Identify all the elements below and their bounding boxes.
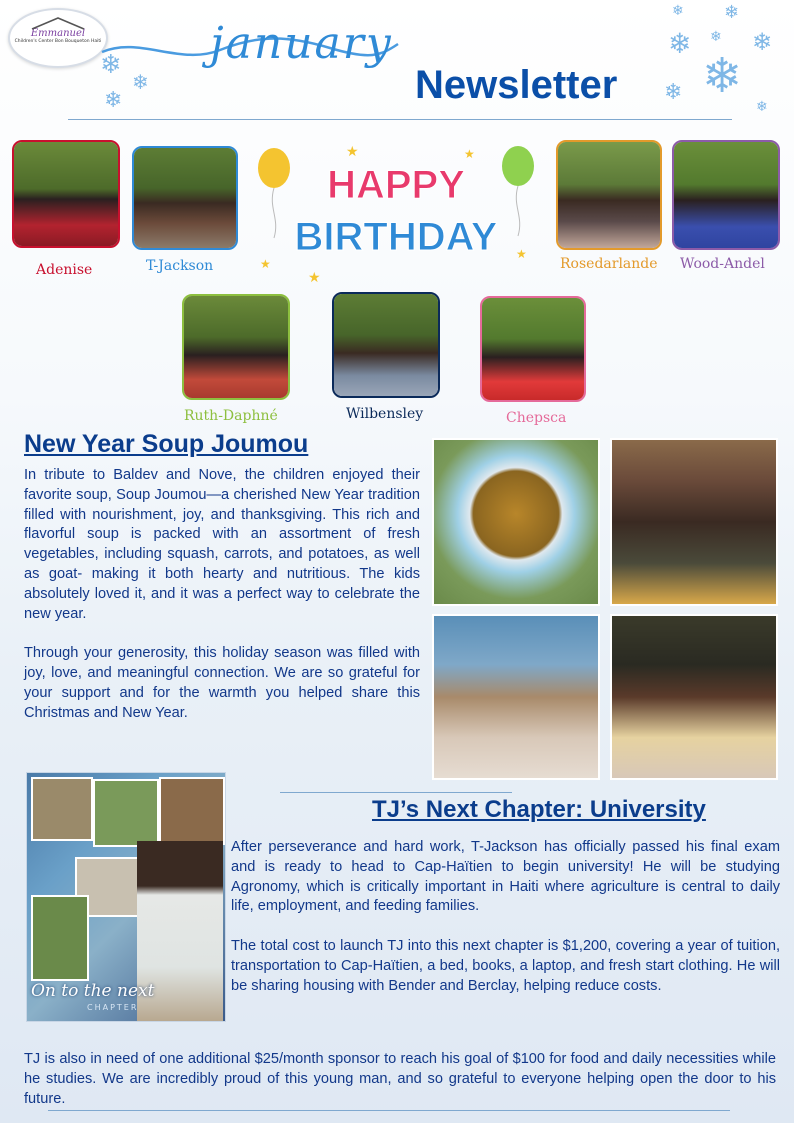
snowflake-icon: ❄ [672,3,684,19]
tj-section-title: TJ’s Next Chapter: University [372,796,706,823]
photo-wilbensley [332,292,440,398]
collage-photo [31,895,89,981]
snowflake-icon: ❄ [668,27,692,60]
svg-text:★: ★ [308,270,321,286]
photo-adenise [12,140,120,248]
month-title: january [210,18,393,69]
photo-boys-eating [610,614,778,780]
tj-article [231,838,780,997]
tj-collage [26,772,226,1022]
soup-section-title: New Year Soup Joumou [24,430,309,458]
banner-line-2: BIRTHDAY [294,215,498,259]
kid-name-wood-andel: Wood-Andel [680,256,765,272]
snowflake-icon: ❄ [664,80,683,105]
snowflake-icon: ❄ [710,29,722,45]
logo [8,8,108,68]
collage-caption-sub: CHAPTER [87,1003,139,1012]
soup-paragraph-2: Through your generosity, this holiday season was filled with joy, love, and meaningful connection. We are so grateful for your support and for the warmth you helped share this Christmas and New Year. [24,645,420,721]
photo-chepsca [480,296,586,402]
kid-name-adenise: Adenise [36,262,93,278]
snowflake-icon: ❄ [100,50,122,80]
photo-rosedarlande [556,140,662,250]
tj-footer-article [24,1050,776,1109]
footer-divider [48,1110,730,1111]
tj-divider [280,792,512,793]
kid-name-wilbensley: Wilbensley [346,406,424,422]
kid-name-ruth-daphne: Ruth-Daphné [184,408,278,424]
collage-photo [31,777,93,841]
snowflake-icon: ❄ [132,70,149,94]
photo-soup-bowl [432,438,600,606]
kid-name-t-jackson: T-Jackson [146,258,214,274]
logo-name: Emmanuel [30,28,86,39]
snowflake-icon: ❄ [104,88,123,113]
soup-article [24,466,420,724]
collage-caption: On to the next [31,981,155,1001]
house-roof-icon [30,16,86,30]
photo-t-jackson [132,146,238,250]
tj-paragraph-2: The total cost to launch TJ into this next chapter is $1,200, covering a year of tuition, transportation to Cap-Haïtien, a bed, books, a laptop, and fresh start clothing. He will be sharing housing with Bender and Berclay, helping reduce costs. [231,938,780,994]
svg-text:★: ★ [346,144,359,160]
svg-text:★: ★ [260,257,271,271]
happy-birthday-banner [246,138,546,288]
photo-dining-hall [432,614,600,780]
kid-name-chepsca: Chepsca [506,410,567,426]
photo-girl-eating [610,438,778,606]
collage-photo [93,779,159,847]
banner-line-1: HAPPY [327,163,465,207]
logo-subtitle: Children's Center Bon Bouqueton Haiti [14,39,102,44]
photo-wood-andel [672,140,780,250]
svg-text:★: ★ [516,247,527,261]
snowflake-icon: ❄ [756,99,768,115]
photo-ruth-daphne [182,294,290,400]
header-divider [68,119,732,120]
collage-photo [159,777,225,845]
snowflake-icon: ❄ [752,28,773,56]
snowflake-icon: ❄ [702,48,743,104]
tj-paragraph-1: After perseverance and hard work, T-Jackson has officially passed his final exam and is ready to head to Cap-Haïtien to begin university! He will be studying Agronomy, which is critically important in Haiti where agriculture is central to daily life, employment, and feeding families. [231,839,780,915]
kid-name-rosedarlande: Rosedarlande [560,256,658,272]
svg-text:★: ★ [464,147,475,161]
snowflake-icon: ❄ [724,2,740,23]
newsletter-title: Newsletter [415,63,618,107]
soup-paragraph-1: In tribute to Baldev and Nove, the children enjoyed their favorite soup, Soup Joumou—a cherished New Year tradition filled with nourishment, joy, and thanksgiving. This rich and flavorful soup is packed with an assortment of fresh vegetables, including squash, carrots, and potatoes, as well as goat- making it both hearty and nutritious. The kids absolutely loved it, and it was a perfect way to celebrate the new year. [24,467,420,622]
tj-paragraph-3: TJ is also in need of one additional $25/month sponsor to reach his goal of $100 for food and daily necessities while he studies. We are incredibly proud of this young man, and so grateful to everyone helping open the door to his future. [24,1051,776,1107]
